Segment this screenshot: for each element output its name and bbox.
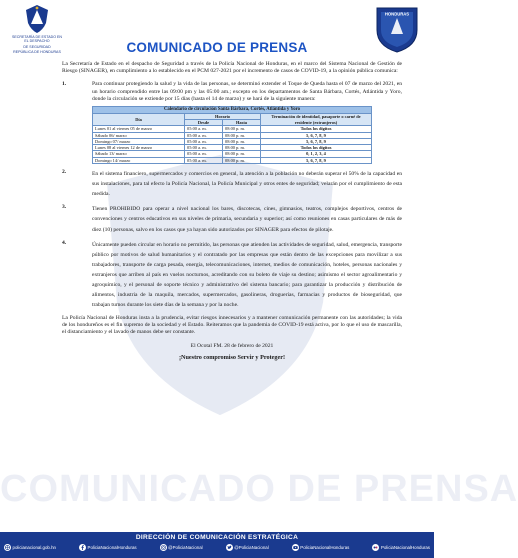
signature-place-date: El Ocotal FM. 28 de febrero de 2021 [190, 342, 274, 349]
header-schedule: Horario [185, 113, 261, 119]
logo-caption-line-3: REPÚBLICA DE HONDURAS [13, 49, 61, 54]
logo-caption-line-1: SECRETARÍA DE ESTADO EN EL DESPACHO [12, 35, 62, 44]
item-text: En el sistema financiero, supermercados y comercios en general, la atención a la población no deberán superar el 50% de la capacidad en sus instalaciones, para tal efecto la Policía Nacional, la Policía Municipal y otros entes de seguridad; velarán por el cumplimiento de esta medida. [92, 171, 402, 198]
list-item-3 [62, 204, 402, 234]
footer-link-twitter[interactable] [226, 544, 269, 551]
footer-link-instagram[interactable] [160, 544, 203, 551]
cell-from: 05:00 a. m. [185, 145, 223, 151]
header-day: Día [93, 113, 185, 126]
header [0, 0, 434, 60]
list-item-2 [62, 169, 402, 199]
intro-paragraph: La Secretaría de Estado en el despacho de Seguridad a través de la Policía Nacional de Honduras, en el marco del Sistema Nacional de Gestión de Riesgo (SINAGER), en cumplimiento a lo establecido en el PCM 027-2021 por el incremento de casos de COVID-19, a la opinión pública comunica: [62, 61, 402, 75]
cell-to: 08:00 p. m. [223, 157, 261, 163]
document-body [62, 61, 402, 361]
flickr-icon [372, 544, 379, 551]
cell-from: 05:00 a. m. [185, 138, 223, 144]
list-item-1 [62, 81, 402, 164]
badge-text: HONDURAS [384, 11, 410, 17]
footer-link-website[interactable] [4, 544, 56, 551]
facebook-icon [79, 544, 86, 551]
circulation-table [92, 106, 372, 164]
logo-caption-line-2: DE SEGURIDAD [23, 44, 51, 49]
youtube-icon [292, 544, 299, 551]
footer-link-flickr[interactable] [372, 544, 430, 551]
item-number: 4. [62, 239, 67, 246]
footer-links [0, 544, 434, 551]
cell-id: 5, 6, 7, 8, 9 [261, 138, 372, 144]
footer-bar [0, 532, 434, 558]
cell-from: 05:00 a. m. [185, 157, 223, 163]
cell-id: 5, 6, 7, 8, 9 [261, 157, 372, 163]
footer-link-text: @PoliciaNacional [168, 545, 203, 550]
closing-paragraph: La Policía Nacional de Honduras insta a la prudencia, evitar riesgos innecesarios y a mantener comunicación permanente con las autoridades; la vida de los hondureños es el fin supremo de la sociedad y el Estado. Reiteramos que la pandemia de COVID-19 está activa, por lo que el uso de mascarilla, el distanciamiento y el lavado de manos debe ser constante. [62, 315, 402, 336]
footer-link-text: @PoliciaNacional [234, 545, 269, 550]
signature-motto: ¡Nuestro compromiso Servir y Proteger! [178, 353, 286, 361]
cell-from: 05:00 a. m. [185, 132, 223, 138]
cell-to: 08:00 p. m. [223, 138, 261, 144]
watermark-text: COMUNICADO DE PRENSA [0, 468, 518, 510]
header-from: Desde [185, 120, 223, 126]
cell-from: 05:00 a. m. [185, 126, 223, 132]
item-number: 1. [62, 81, 67, 88]
footer-link-text: PoliciaNacionalHonduras [300, 545, 350, 550]
item-text: Únicamente pueden circular en horario no permitido, las personas que atienden las actividades de seguridad, salud, emergencia, transporte público por motivos de salud humanitarios y el contratado por las empresas que están dentro de las excepciones para movilizar a sus trabajadores, transporte de carga pesada, energía, telecomunicaciones, internet, medios de comunicación, hoteles, personas nacionales y extranjeros que arriben al país en vuelos nocturnos, acreditando con su boleto de viaje su destino; asimismo el sector agroalimentario y agroquímico, y el personal de soporte técnico y administrativo del sistema bancario; para garantizar la producción y distribución de alimentos, industria de la maquila, mercados, supermercados, gasolineras, droguerías, farmacias y productos de bioseguridad, que trabajan turnos durante los siete días de la semana y por la noche. [92, 241, 402, 309]
cell-to: 08:00 p. m. [223, 151, 261, 157]
cell-day: Domingo 07/ marzo [93, 138, 185, 144]
twitter-icon [226, 544, 233, 551]
header-to: Hasta [223, 120, 261, 126]
cell-to: 08:00 p. m. [223, 126, 261, 132]
list-item-4 [62, 240, 402, 311]
cell-id: Todos los dígitos [261, 126, 372, 132]
footer-link-youtube[interactable] [292, 544, 350, 551]
footer-link-text: PoliciaNacionalHonduras [87, 545, 137, 550]
cell-to: 08:00 p. m. [223, 145, 261, 151]
item-text: Tienen PROHIBIDO para operar a nivel nacional los bares, discotecas, cines, gimnasios, teatros, complejos deportivos, centros de convenciones y centros educativos en sus niveles de primaria, secundaria y superior; así como reuniones en casas particulares de más de diez (10) personas, salvo en los casos que ya hayan sido autorizados por SINAGER para efectos de pilotaje. [92, 206, 402, 233]
cell-to: 08:00 p. m. [223, 132, 261, 138]
cell-id: Todos los dígitos [261, 145, 372, 151]
item-number: 2. [62, 169, 67, 176]
footer-link-text: policianacional.gob.hn [12, 545, 56, 550]
cell-day: Lunes 08 al viernes 12 de marzo [93, 145, 185, 151]
table-row [93, 126, 372, 132]
cell-day: Sábado 13/ marzo [93, 151, 185, 157]
cell-day: Domingo 14/ marzo [93, 157, 185, 163]
item-text: Para continuar protegiendo la salud y la vida de las personas, se determinó extender el Toque de Queda hasta el 07 de marzo del 2021, en un horario comprendido entre las 09:00 pm y las 05:00 am.; excepto en los departamentos de Santa Bárbara, Cortés, Atlántida y Yoro, donde la circulación se extiende por 15 días (hasta el 14 de marzo) y se hará de la siguiente manera: [92, 81, 402, 102]
globe-icon [4, 544, 11, 551]
table-row [93, 145, 372, 151]
header-id: Terminación de identidad, pasaporte o carné de residente (extranjeros) [261, 113, 372, 126]
cell-id: 0, 1, 2, 3, 4 [261, 151, 372, 157]
footer-title: DIRECCIÓN DE COMUNICACIÓN ESTRATÉGICA [135, 534, 299, 541]
item-number: 3. [62, 204, 67, 211]
cell-from: 05:00 a. m. [185, 151, 223, 157]
national-seal-icon [24, 4, 50, 34]
instagram-icon [160, 544, 167, 551]
cell-day: Lunes 01 al viernes 05 de marzo [93, 126, 185, 132]
table-caption: Calendario de circulación Santa Bárbara, Cortés, Atlántida y Yoro [93, 107, 372, 113]
cell-day: Sábado 06/ marzo [93, 132, 185, 138]
cell-id: 5, 6, 7, 8, 9 [261, 132, 372, 138]
footer-link-text: PoliciaNacionalHonduras [380, 545, 430, 550]
page-title: COMUNICADO DE PRENSA [126, 40, 308, 55]
footer-link-facebook[interactable] [79, 544, 137, 551]
table-row [93, 157, 372, 163]
